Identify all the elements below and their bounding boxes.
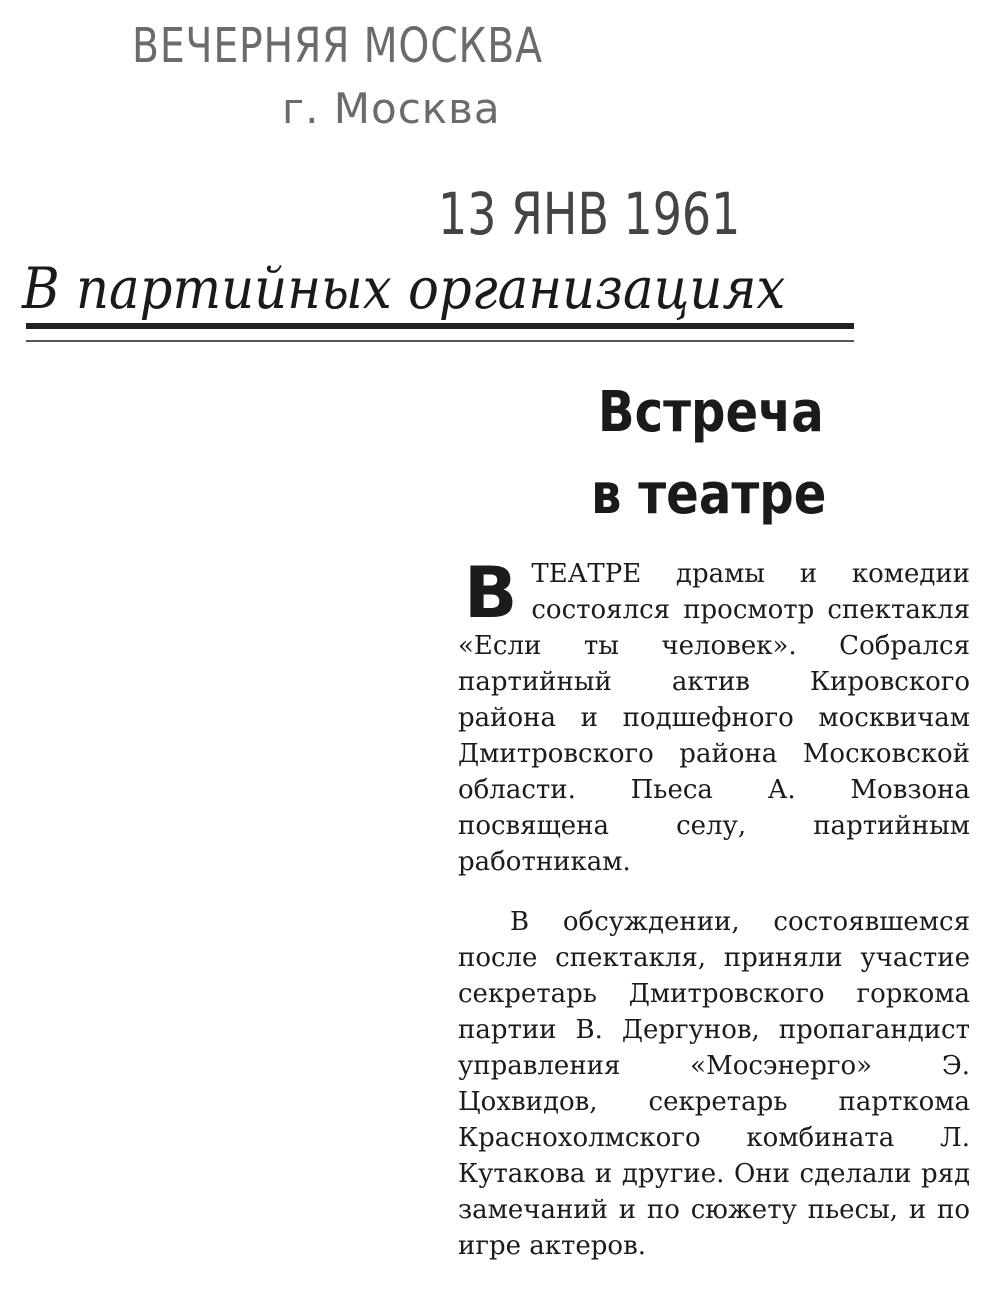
paragraph-1-text: ТЕАТРЕ драмы и комедии состоялся просмотр спектакля «Если ты человек». Собрался партийный актив Кировского района и подшефного москвичам Дмитровского района Московской области. Пьеса А. Мовзона посвящена селу, партийным работникам. <box>458 559 970 877</box>
article-paragraph-1 <box>458 552 970 880</box>
headline-line-2: в театре <box>591 462 827 527</box>
rubric-heading: В партийных организациях <box>22 256 786 322</box>
rubric-rule-thick <box>26 323 854 329</box>
date-stamp: 13 ЯНВ 1961 <box>438 180 741 248</box>
headline-line-1: Встреча <box>597 380 824 445</box>
city-stamp: г. Москва <box>282 84 501 133</box>
newspaper-stamp: ВЕЧЕРНЯЯ МОСКВА <box>132 18 543 74</box>
article-body <box>458 552 970 1264</box>
drop-cap: В <box>464 552 518 634</box>
article-headline <box>548 372 840 536</box>
rubric-rule-thin <box>26 340 854 342</box>
article-paragraph-2: В обсуждении, состоявшемся после спектакля, приняли участие секретарь Дмитровского горкома партии В. Дергунов, пропагандист управления «Мосэнерго» Э. Цохвидов, секретарь парткома Краснохолмского комбината Л. Кутакова и другие. Они сделали ряд замечаний и по сюжету пьесы, и по игре актеров. <box>458 907 970 1261</box>
